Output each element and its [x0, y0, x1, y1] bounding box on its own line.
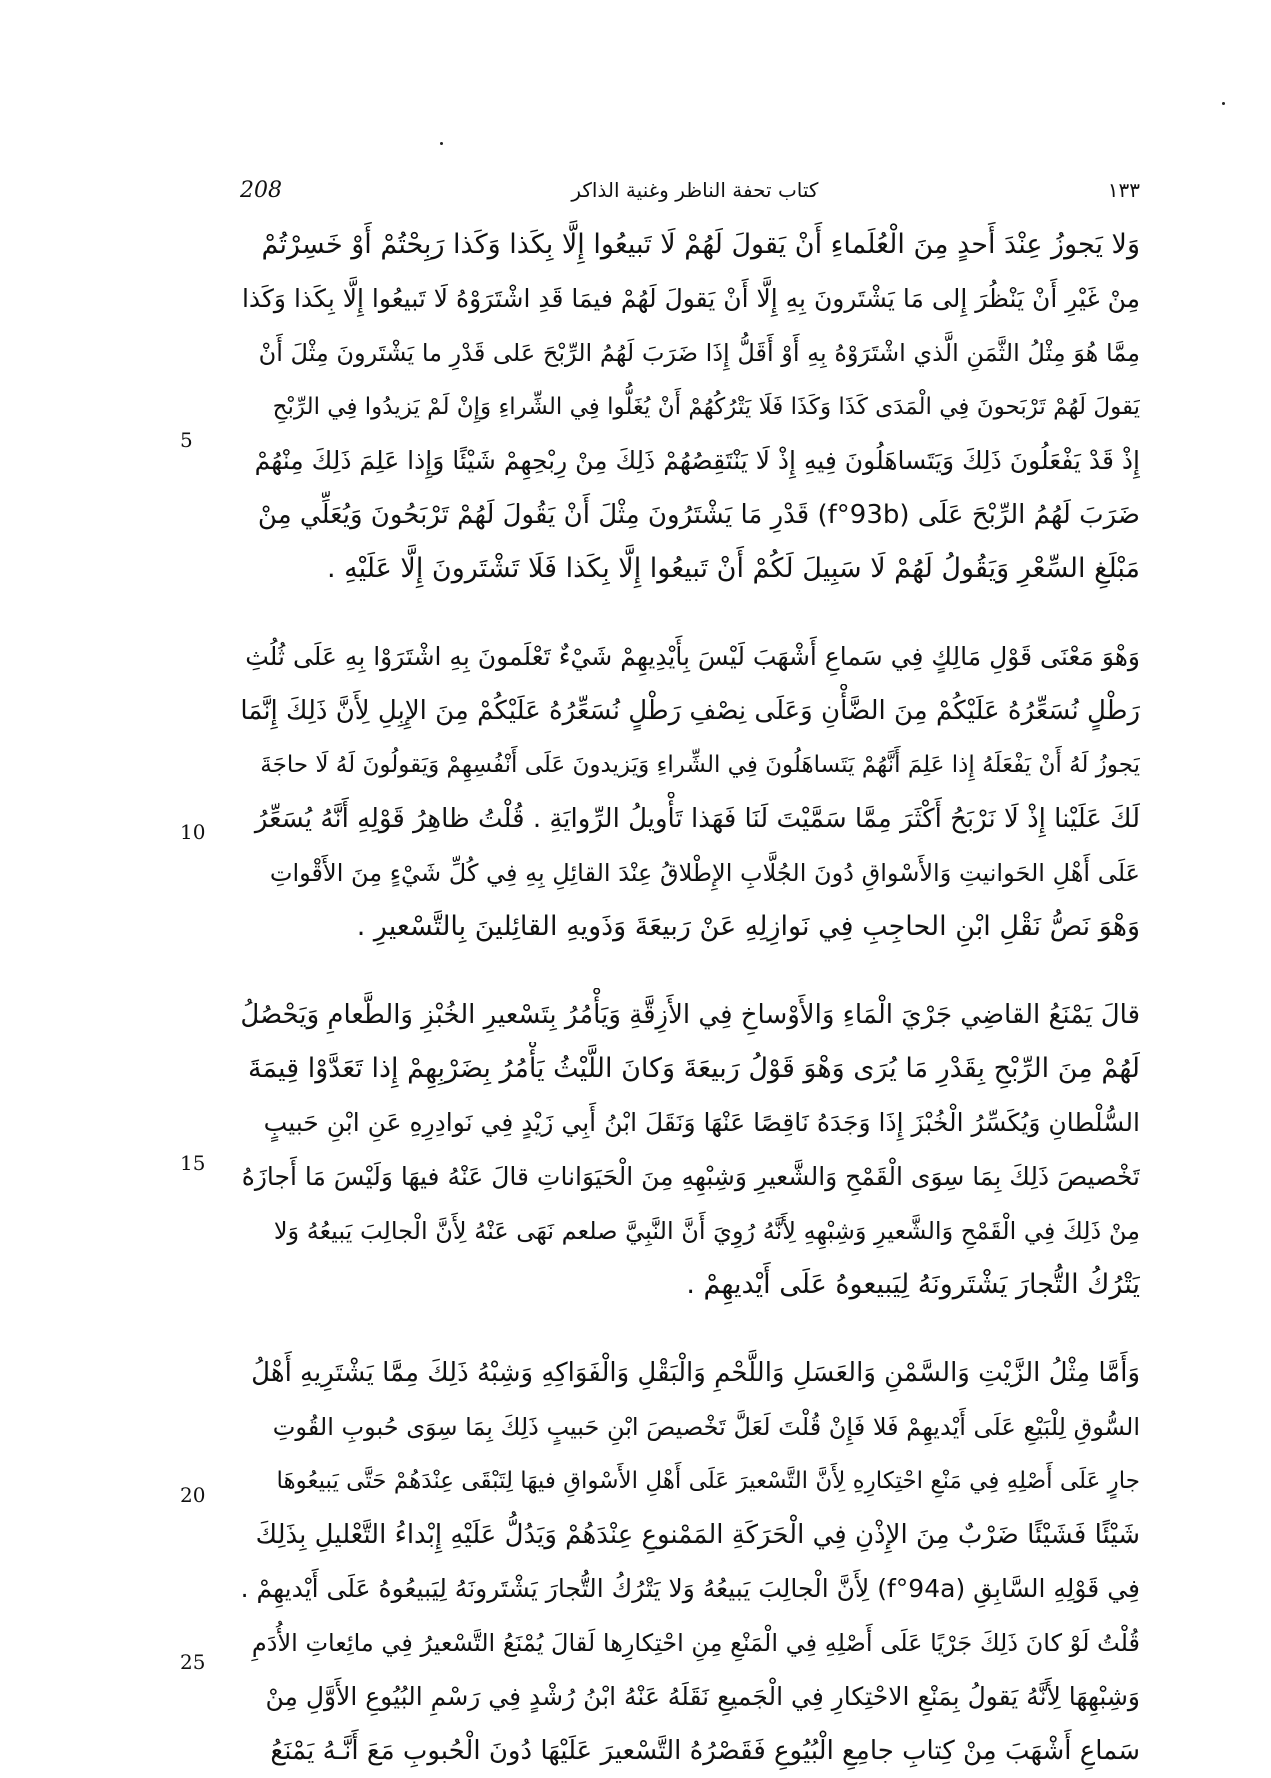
line-number: 20 [180, 1483, 206, 1507]
text-line: مَبْلَغِ السِّعْرِ وَيَقُولُ لَهُمْ لَا سَبِيلَ لَكُمْ أَنْ تَبيعُوا إِلَّا بِكَذا فَلَا تَشْتَرونَ إِلَّا عَلَيْهِ . [327, 553, 1140, 584]
line-number: 10 [180, 820, 206, 844]
line-number: 25 [180, 1650, 206, 1674]
text-line: جارٍ عَلَى أَصْلِهِ فِي مَنْعِ احْتِكارِهِ لِأَنَّ التَّسْعيرَ عَلَى أَهْلِ الأَسْواقِ فيهَا لِتَبْقَى عِنْدَهُمْ حَتَّى يَبيعُوهَا [276, 1468, 1140, 1494]
text-line: وَهْوَ مَعْنَى قَوْلِ مَالِكٍ فِي سَماعِ أَشْهَبَ لَيْسَ بِأَيْدِيهِمْ شَيْءٌ تَعْلَمونَ بِهِ اشْتَرَوْا بِهِ عَلَى ثُلُثِ [245, 642, 1140, 671]
text-line: مِمَّا هُوَ مِثْلُ الثَّمَنِ الَّذي اشْتَرَوْهُ بِهِ أَوْ أَقَلُّ إِذَا ضَرَبَ لَهُمُ الرِّبْحَ عَلى قَدْرِ ما يَشْتَرونَ مِثْلَ أَنْ [258, 339, 1140, 367]
text-line: مِنْ ذَلِكَ فِي الْقَمْحِ وَالشَّعيرِ وَشِبْهِهِ لِأَنَّهُ رُوِيَ أَنَّ النَّبِيَّ صلعم نَهَى عَنْهُ لِأَنَّ الْجالِبَ يَبيعُهُ وَلا [273, 1217, 1140, 1245]
paragraph-3 [240, 988, 1140, 1312]
text-line: وَشِبْهِهَا لِأَنَّهُ يَقولُ بِمَنْعِ الاحْتِكارِ فِي الْجَميعِ نَقَلَهُ عَنْهُ ابْنُ رُشْدٍ فِي رَسْمِ البُيُوعِ الأَوَّلِ مِنْ [265, 1682, 1140, 1711]
text-line: فِي قَوْلِهِ السَّابِقِ (f°94a) لِأَنَّ الْجالِبَ يَبيعُهُ وَلا يَتْرُكُ التُّجارَ يَشْتَرونَهُ لِيَبيعُوهُ عَلَى أَيْديهِمْ . [240, 1574, 1140, 1603]
text-line: يَقولَ لَهُمْ تَرْبَحونَ فِي الْمَدَى كَذَا وَكَذَا فَلَا يَتْرُكُهُمْ أَنْ يُغَلُّوا فِي الشِّراءِ وَإِنْ لَمْ يَزيدُوا فِي الرِّبْحِ [272, 394, 1140, 420]
running-title: كتاب تحفة الناظر وغنية الذاكر [571, 178, 819, 202]
text-line: قالَ يَمْنَعُ القاضِي جَرْيَ الْمَاءِ وَالأَوْساخِ فِي الأَزِقَّةِ وَيَأْمُرُ بِتَسْعيرِ الخُبْزِ وَالطَّعامِ وَيَحْصُلُ [240, 1000, 1140, 1030]
line-number: 5 [180, 428, 193, 452]
text-line: السُّلْطانِ وَيُكَسِّرُ الْخُبْزَ إِذَا وَجَدَهُ نَاقِصًا عَنْهَا وَنَقَلَ ابْنُ أَبِي زَيْدٍ فِي نَوادِرِهِ عَنِ ابْنِ حَبيبٍ [263, 1108, 1140, 1137]
text-line: وَلا يَجوزُ عِنْدَ أَحدٍ مِنَ الْعُلَماءِ أَنْ يَقولَ لَهُمْ لَا تَبيعُوا إِلَّا بِكَذا وَكَذا رَبِحْتُمْ أَوْ خَسِرْتُمْ [261, 229, 1140, 260]
page-number-latin: 208 [240, 177, 282, 203]
text-line: لَهُمْ مِنَ الرِّبْحِ بِقَدْرِ مَا يُرَى وَهْوَ قَوْلُ رَبيعَةَ وَكانَ اللَّيْثُ يَأْمُرُ بِضَرْبِهِمْ إِذا تَعَدَّوْا قِيمَةَ [247, 1053, 1140, 1084]
text-line: إِذْ قَدْ يَفْعَلُونَ ذَلِكَ وَيَتَساهَلُونَ فِيهِ إِذْ لَا يَنْتَقِصُهُمْ ذَلِكَ مِنْ رِبْحِهِمْ شَيْئًا وَإِذا عَلِمَ ذَلِكَ مِنْهُمْ [254, 446, 1140, 475]
text-line: يَتْرُكُ التُّجارَ يَشْتَرونَهُ لِيَبيعوهُ عَلَى أَيْديهِمْ . [686, 1269, 1140, 1300]
text-line: عَلَى أَهْلِ الحَوانيتِ وَالأَسْواقِ دُونَ الجُلَّابِ الإِطْلاقُ عِنْدَ القائِلِ بِهِ فِي كُلِّ شَيْءٍ مِنَ الأَقْواتِ [269, 859, 1140, 887]
text-line: لَكَ عَلَيْنا إِذْ لَا نَرْبَحُ أَكْثَرَ مِمَّا سَمَّيْتَ لَنَا فَهَذا تَأْويلُ الرِّوايَةِ . قُلْتُ ظاهِرُ قَوْلِهِ أَنَّهُ يُسَعِّرُ [254, 804, 1140, 834]
text-line: وَهْوَ نَصُّ نَقْلِ ابْنِ الحاجِبِ فِي نَوازِلِهِ عَنْ رَبيعَةَ وَذَويهِ القائِلينَ بِالتَّسْعيرِ . [356, 911, 1140, 942]
text-line: شَيْئًا فَشَيْئًا ضَرْبٌ مِنَ الإِذْنِ فِي الْحَرَكَةِ المَمْنوعِ عِنْدَهُمْ وَيَدُلُّ عَلَيْهِ إِبْداءُ التَّعْليلِ بِذَلِكَ [255, 1520, 1140, 1550]
speck-mark [1222, 102, 1225, 105]
paragraph-2 [240, 630, 1140, 954]
running-header [240, 170, 1140, 210]
text-line: ضَرَبَ لَهُمُ الرِّبْحَ عَلَى (f°93b) قَدْرِ مَا يَشْتَرُونَ مِثْلَ أَنْ يَقُولَ لَهُمْ تَرْبَحُونَ وَيُعَلِّي مِنْ [257, 500, 1140, 530]
paragraph-1 [240, 218, 1140, 596]
text-line: يَجوزُ لَهُ أَنْ يَفْعَلَهُ إِذا عَلِمَ أَنَّهُمْ يَتَساهَلُونَ فِي الشِّراءِ وَيَزيدونَ عَلَى أَنْفُسِهِمْ وَيَقولُونَ لَهُ لَا حاجَةَ [260, 752, 1140, 778]
text-line: تَخْصيصَ ذَلِكَ بِمَا سِوَى الْقَمْحِ وَالشَّعيرِ وَشِبْهِهِ مِنَ الْحَيَوَاناتِ قالَ عَنْهُ فيهَا وَلَيْسَ مَا أَجازَهُ [241, 1162, 1140, 1191]
paragraph-4 [240, 1346, 1140, 1778]
speck-mark [440, 142, 443, 145]
text-line: قُلْتُ لَوْ كانَ ذَلِكَ جَرْيًا عَلَى أَصْلِهِ فِي الْمَنْعِ مِنِ احْتِكارِها لَقالَ يُمْنَعُ التَّسْعيرُ فِي مائِعاتِ الأُدَمِ [251, 1629, 1140, 1657]
text-line: سَماعِ أَشْهَبَ مِنْ كِتابِ جامِعِ الْبُيُوعِ فَقَصْرُهُ التَّسْعيرَ عَلَيْهَا دُونَ الْحُبوبِ مَعَ أَنَّـهُ يَمْنَعُ [270, 1736, 1140, 1766]
text-line: السُّوقِ لِلْبَيْعِ عَلَى أَيْديهِمْ فَلا فَإِنْ قُلْتَ لَعَلَّ تَخْصيصَ ابْنِ حَبيبٍ ذَلِكَ بِمَا سِوَى حُبوبِ القُوتِ [272, 1413, 1140, 1441]
line-number: 15 [180, 1151, 206, 1175]
main-text [240, 218, 1140, 1778]
text-line: مِنْ غَيْرِ أَنْ يَنْظُرَ إِلى مَا يَشْتَرونَ بِهِ إِلَّا أَنْ يَقولَ لَهُمْ فيمَا قَدِ اشْتَرَوْهُ لَا تَبيعُوا إِلَّا بِكَذا وَكَذا [241, 284, 1140, 313]
text-line: وَأَمَّا مِثْلُ الزَّيْتِ وَالسَّمْنِ وَالعَسَلِ وَاللَّحْمِ وَالْبَقْلِ وَالْفَوَاكِهِ وَشِبْهُ ذَلِكَ مِمَّا يَشْتَرِيهِ أَهْلُ [251, 1358, 1140, 1388]
text-line: رَطْلٍ نُسَعِّرُهُ عَلَيْكُمْ مِنَ الضَّأْنِ وَعَلَى نِصْفِ رَطْلٍ نُسَعِّرُهُ عَلَيْكُمْ مِنَ الإِبِلِ لِأَنَّ ذَلِكَ إِنَّمَا [240, 696, 1140, 726]
page-number-arabic: ١٣٣ [1107, 178, 1140, 202]
